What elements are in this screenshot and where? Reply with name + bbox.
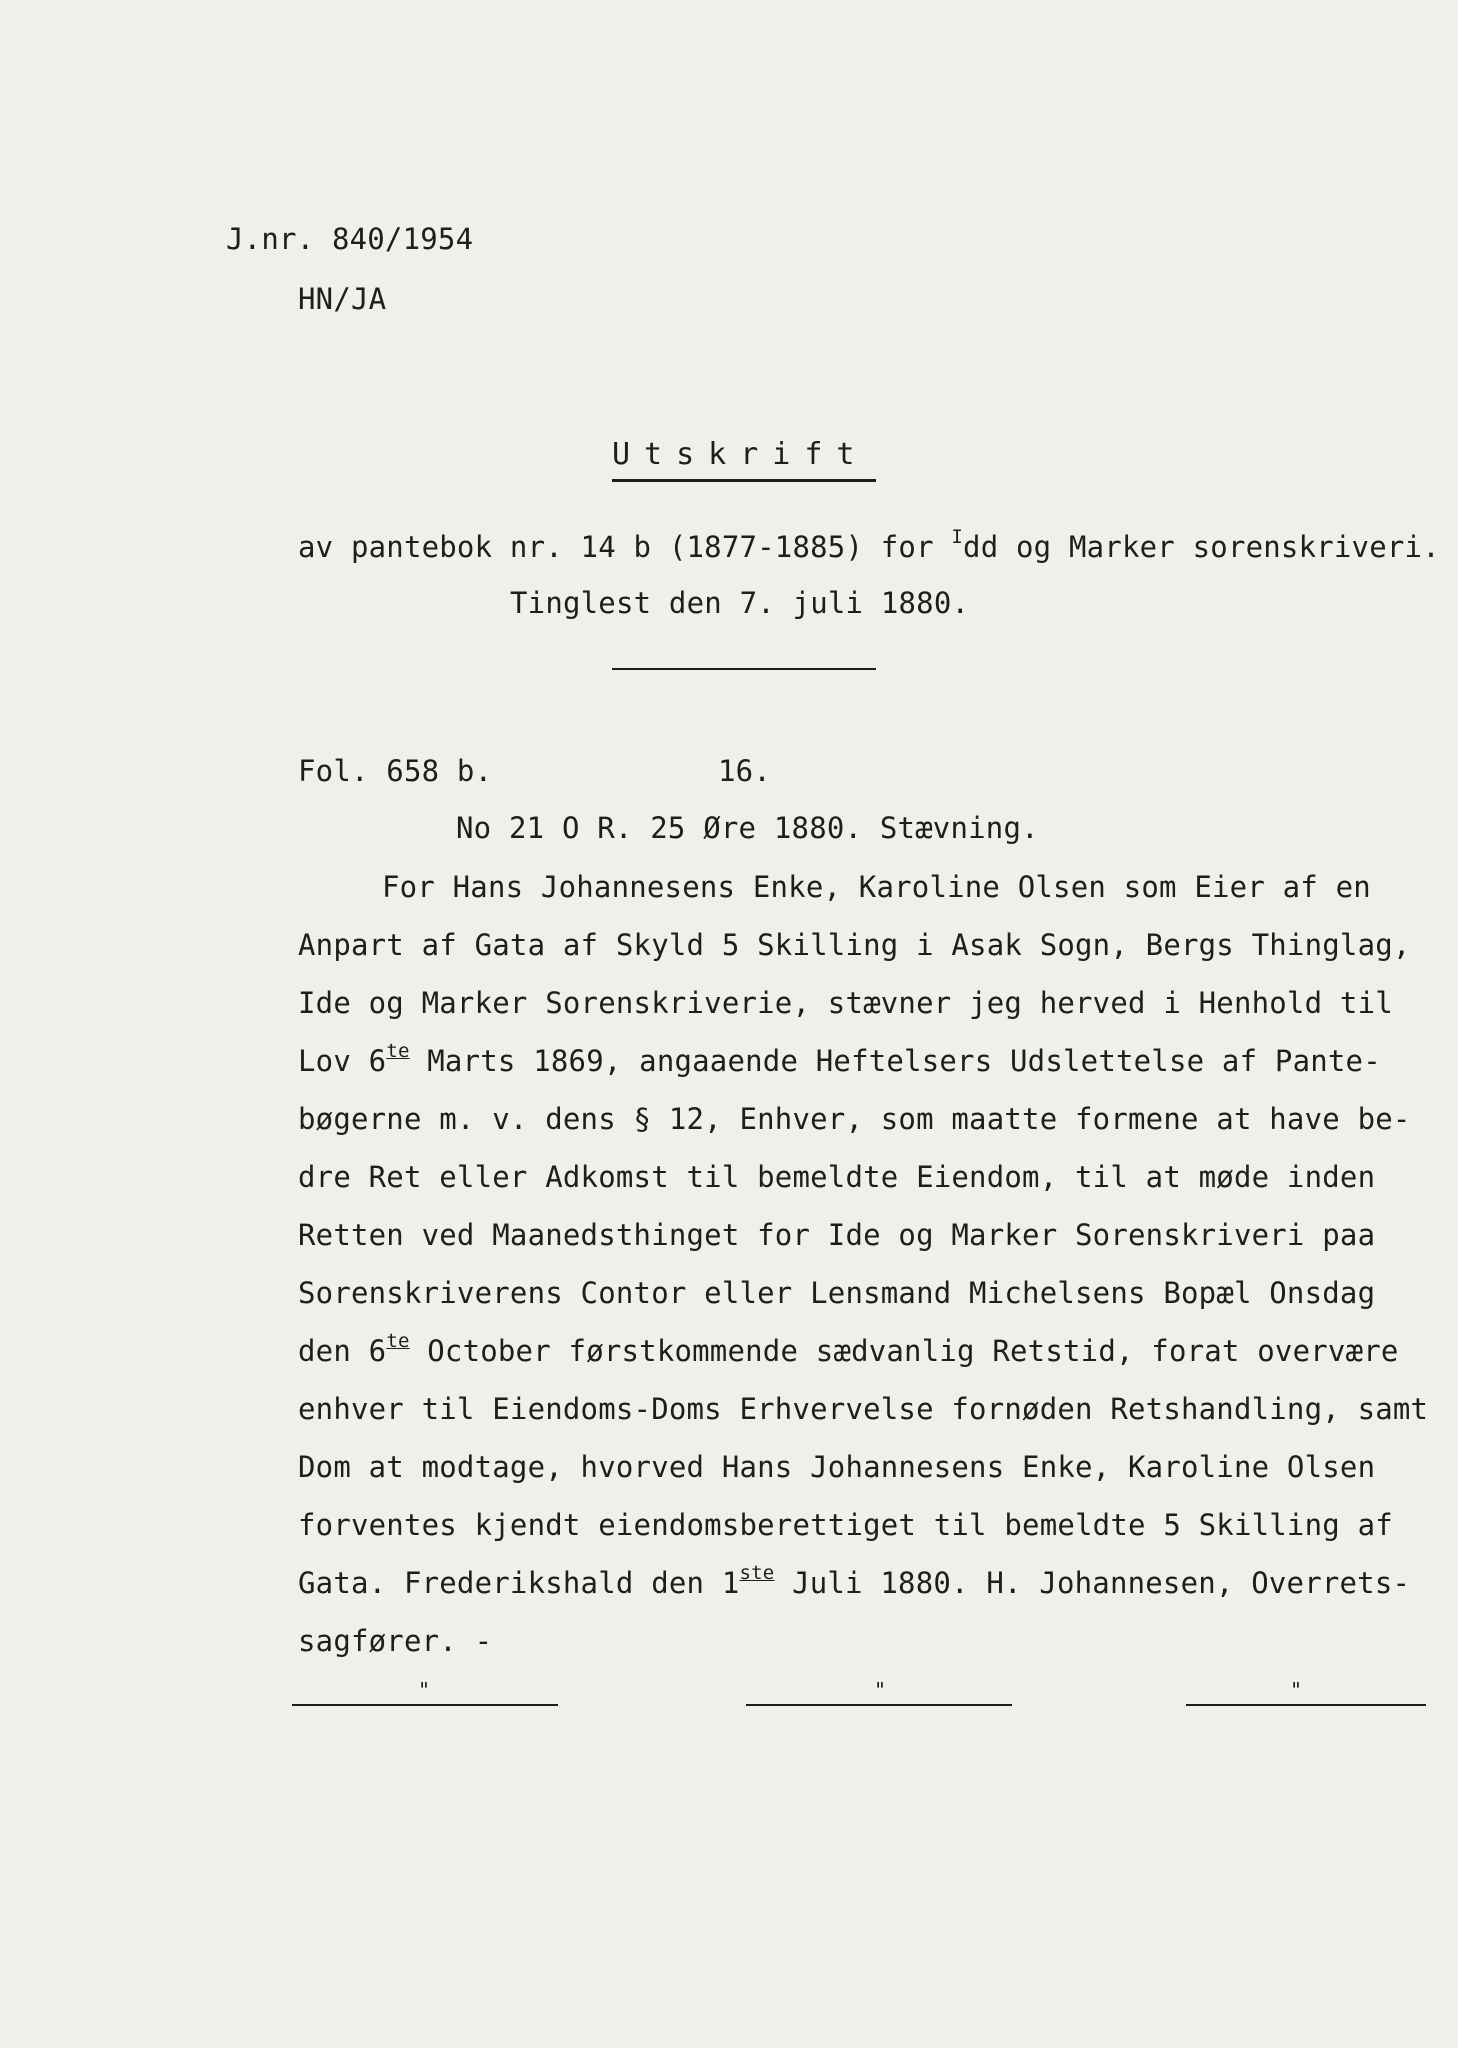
separator-line [746,1704,1012,1706]
initials: HN/JA [298,282,387,316]
entry-heading: No 21 O R. 25 Øre 1880. Stævning. [456,811,1039,845]
journal-number: J.nr. 840/1954 [226,222,474,256]
body-line: sagfører. - [298,1624,493,1658]
body-line [298,1562,1411,1600]
body-line: Ide og Marker Sorenskriverie, stævner jeg herved i Henhold til [298,986,1393,1020]
body-line [298,1040,1381,1078]
ordinal-superscript: te [386,1040,410,1062]
body-text-segment: Juli 1880. H. Johannesen, Overrets- [774,1566,1411,1600]
body-text-segment: October førstkommende sædvanlig Retstid, forat overvære [409,1334,1399,1368]
ditto-mark: " [418,1678,431,1702]
body-text-segment: den 6 [298,1334,387,1368]
body-line: enhver til Eiendoms-Doms Erhvervelse fornøden Retshandling, samt [298,1392,1429,1426]
subtitle-text-b: dd og Marker sorenskriveri. [963,530,1440,564]
subtitle-raised-letter: I [951,526,964,548]
closing-separator [1186,1678,1426,1706]
body-line: dre Ret eller Adkomst til bemeldte Eiendom, til at møde inden [298,1160,1376,1194]
body-line [298,1330,1399,1368]
separator-line [1186,1704,1426,1706]
subtitle-text-a: av pantebok nr. 14 b (1877-1885) for [298,530,952,564]
body-line: forventes kjendt eiendomsberettiget til bemeldte 5 Skilling af [298,1508,1393,1542]
folio-number: 16. [718,754,771,788]
body-line: For Hans Johannesens Enke, Karoline Olsen som Eier af en [382,870,1371,904]
body-line: Dom at modtage, hvorved Hans Johannesens Enke, Karoline Olsen [298,1450,1376,1484]
subtitle-line-1 [298,526,1440,564]
ordinal-superscript: te [386,1330,410,1352]
ordinal-superscript: ste [739,1562,775,1584]
document-title: Utskrift [612,437,869,472]
body-line: Retten ved Maanedsthinget for Ide og Marker Sorenskriveri paa [298,1218,1376,1252]
folio-label: Fol. 658 b. [298,754,493,788]
section-divider [612,668,876,670]
ditto-mark: " [1290,1678,1303,1702]
closing-separator [292,1678,558,1706]
body-line: Sorenskriverens Contor eller Lensmand Michelsens Bopæl Onsdag [298,1276,1376,1310]
body-text-segment: Marts 1869, angaaende Heftelsers Udslettelse af Pante- [409,1044,1381,1078]
body-line: bøgerne m. v. dens § 12, Enhver, som maatte formene at have be- [298,1102,1411,1136]
body-line: Anpart af Gata af Skyld 5 Skilling i Asak Sogn, Bergs Thinglag, [298,928,1411,962]
body-text-segment: Lov 6 [298,1044,387,1078]
ditto-mark: " [874,1678,887,1702]
subtitle-line-2: Tinglest den 7. juli 1880. [510,586,970,620]
closing-separator [746,1678,1012,1706]
separator-line [292,1704,558,1706]
title-underline [612,479,876,482]
body-text-segment: Gata. Frederikshald den 1 [298,1566,740,1600]
